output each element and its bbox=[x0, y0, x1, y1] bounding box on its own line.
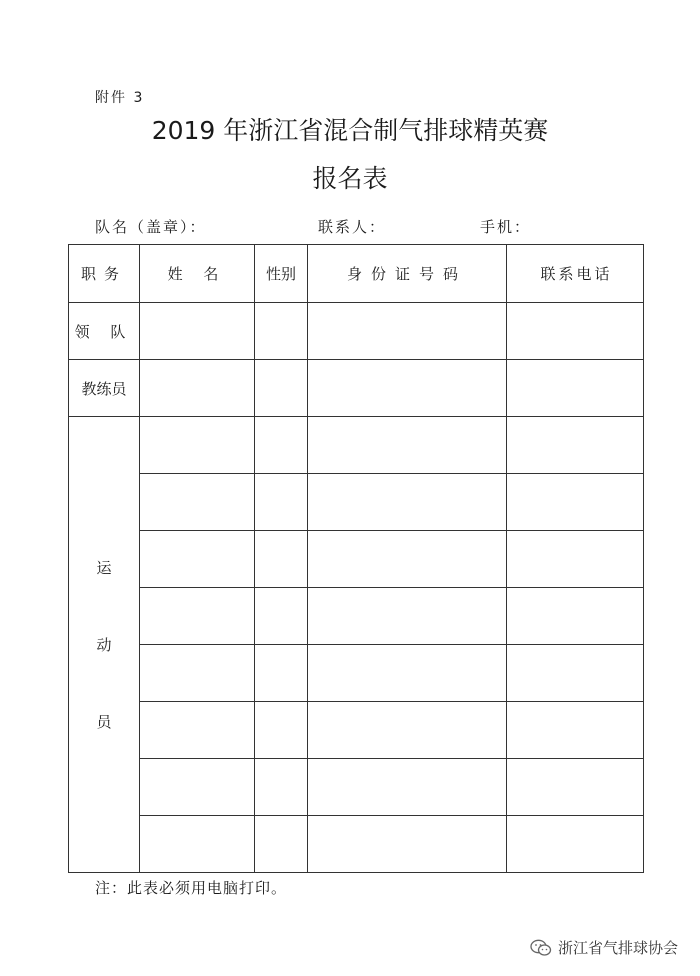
name-cell bbox=[140, 645, 255, 702]
gender-cell bbox=[255, 645, 308, 702]
phone-cell bbox=[507, 417, 644, 474]
id-cell bbox=[308, 303, 507, 360]
id-cell bbox=[308, 417, 507, 474]
phone-cell bbox=[507, 702, 644, 759]
phone-label: 手机： bbox=[480, 218, 532, 236]
wechat-icon bbox=[530, 939, 552, 957]
gender-cell bbox=[255, 360, 308, 417]
athlete-label-char: 运 bbox=[96, 559, 112, 577]
header-name: 姓 名 bbox=[140, 245, 255, 303]
header-position: 职务 bbox=[69, 245, 140, 303]
watermark-text: 浙江省气排球协会 bbox=[557, 939, 678, 957]
name-cell bbox=[140, 702, 255, 759]
id-cell bbox=[308, 474, 507, 531]
role-team-leader: 领 队 bbox=[69, 303, 140, 360]
name-cell bbox=[140, 474, 255, 531]
registration-table bbox=[68, 244, 644, 873]
id-cell bbox=[308, 360, 507, 417]
contact-person-label: 联系人： bbox=[318, 218, 387, 236]
phone-cell bbox=[507, 816, 644, 873]
id-cell bbox=[308, 531, 507, 588]
id-cell bbox=[308, 645, 507, 702]
name-cell bbox=[140, 759, 255, 816]
phone-cell bbox=[507, 759, 644, 816]
name-cell bbox=[140, 588, 255, 645]
gender-cell bbox=[255, 588, 308, 645]
name-cell bbox=[140, 360, 255, 417]
phone-cell bbox=[507, 531, 644, 588]
id-cell bbox=[308, 759, 507, 816]
id-cell bbox=[308, 588, 507, 645]
table-row bbox=[69, 417, 644, 474]
name-cell bbox=[140, 417, 255, 474]
gender-cell bbox=[255, 303, 308, 360]
id-cell bbox=[308, 702, 507, 759]
gender-cell bbox=[255, 702, 308, 759]
athlete-label-char: 动 bbox=[96, 636, 112, 654]
table-row bbox=[69, 702, 644, 759]
role-athletes bbox=[69, 417, 140, 873]
gender-cell bbox=[255, 474, 308, 531]
phone-cell bbox=[507, 645, 644, 702]
gender-cell bbox=[255, 759, 308, 816]
name-cell bbox=[140, 816, 255, 873]
header-phone: 联系电话 bbox=[507, 245, 644, 303]
gender-cell bbox=[255, 531, 308, 588]
gender-cell bbox=[255, 417, 308, 474]
gender-cell bbox=[255, 816, 308, 873]
phone-cell bbox=[507, 360, 644, 417]
table-row bbox=[69, 303, 644, 360]
phone-cell bbox=[507, 303, 644, 360]
watermark bbox=[530, 937, 678, 958]
table-row bbox=[69, 759, 644, 816]
id-cell bbox=[308, 816, 507, 873]
table-row bbox=[69, 816, 644, 873]
name-cell bbox=[140, 303, 255, 360]
table-row bbox=[69, 360, 644, 417]
header-id-number: 身份证号码 bbox=[308, 245, 507, 303]
name-cell bbox=[140, 531, 255, 588]
athlete-label-char: 员 bbox=[96, 713, 112, 731]
table-row bbox=[69, 531, 644, 588]
table-row bbox=[69, 474, 644, 531]
table-row bbox=[69, 588, 644, 645]
role-coach: 教练员 bbox=[69, 360, 140, 417]
attachment-label: 附件 3 bbox=[95, 90, 145, 106]
document-title: 2019 年浙江省混合制气排球精英赛 bbox=[151, 116, 549, 145]
table-row bbox=[69, 645, 644, 702]
phone-cell bbox=[507, 474, 644, 531]
header-gender: 性别 bbox=[255, 245, 308, 303]
footnote: 注：此表必须用电脑打印。 bbox=[95, 879, 288, 897]
document-subtitle: 报名表 bbox=[312, 164, 388, 193]
phone-cell bbox=[507, 588, 644, 645]
team-name-label: 队名（盖章）： bbox=[95, 218, 207, 236]
table-header-row bbox=[69, 245, 644, 303]
